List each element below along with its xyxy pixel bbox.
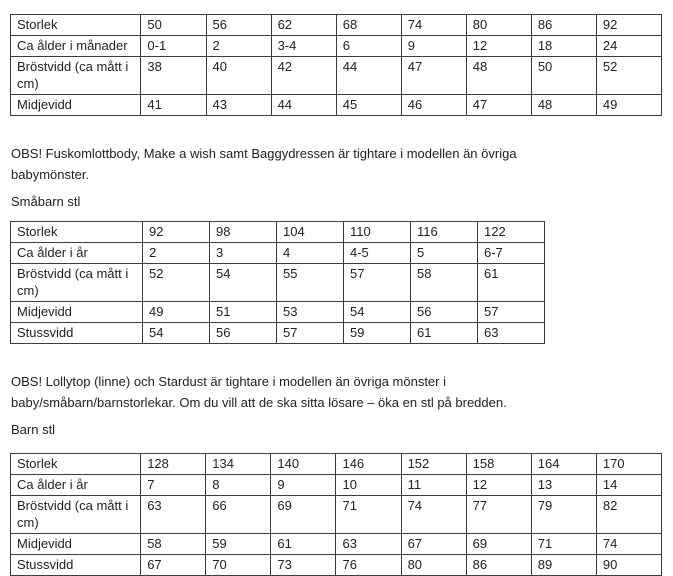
- value-cell: 63: [336, 534, 401, 555]
- row-label-cell: Midjevidd: [11, 302, 143, 323]
- value-cell: 46: [401, 95, 466, 116]
- value-cell: 9: [401, 36, 466, 57]
- table-row: [11, 36, 662, 57]
- value-cell: 54: [210, 264, 277, 302]
- value-cell: 50: [141, 15, 206, 36]
- row-label-cell: Bröstvidd (ca mått i cm): [11, 264, 143, 302]
- value-cell: 48: [531, 95, 596, 116]
- value-cell: 140: [271, 454, 336, 475]
- paragraph-line: babymönster.: [11, 167, 90, 182]
- paragraph-line: baby/småbarn/barnstorlekar. Om du vill att de ska sitta lösare – öka en stl på bredden.: [11, 395, 507, 410]
- value-cell: 128: [141, 454, 206, 475]
- value-cell: 3-4: [271, 36, 336, 57]
- value-cell: 11: [401, 475, 466, 496]
- value-cell: 116: [411, 222, 478, 243]
- value-cell: 67: [401, 534, 466, 555]
- kids-note-paragraph: [11, 371, 662, 413]
- value-cell: 56: [411, 302, 478, 323]
- value-cell: 92: [596, 15, 661, 36]
- row-label-cell: Bröstvidd (ca mått i cm): [11, 496, 141, 534]
- value-cell: 80: [401, 555, 466, 576]
- value-cell: 2: [143, 243, 210, 264]
- value-cell: 53: [277, 302, 344, 323]
- value-cell: 50: [531, 57, 596, 95]
- value-cell: 47: [466, 95, 531, 116]
- value-cell: 8: [206, 475, 271, 496]
- value-cell: 6: [336, 36, 401, 57]
- table-row: [11, 496, 662, 534]
- value-cell: 48: [466, 57, 531, 95]
- value-cell: 52: [143, 264, 210, 302]
- baby-size-table: [10, 14, 662, 116]
- value-cell: 69: [271, 496, 336, 534]
- value-cell: 44: [336, 57, 401, 95]
- value-cell: 43: [206, 95, 271, 116]
- value-cell: 98: [210, 222, 277, 243]
- row-label-cell: Storlek: [11, 15, 141, 36]
- value-cell: 86: [466, 555, 531, 576]
- value-cell: 61: [411, 323, 478, 344]
- value-cell: 152: [401, 454, 466, 475]
- value-cell: 7: [141, 475, 206, 496]
- smabarn-size-table: [10, 221, 545, 344]
- value-cell: 89: [531, 555, 596, 576]
- value-cell: 18: [531, 36, 596, 57]
- value-cell: 54: [344, 302, 411, 323]
- value-cell: 164: [531, 454, 596, 475]
- value-cell: 56: [210, 323, 277, 344]
- value-cell: 134: [206, 454, 271, 475]
- barn-section-heading: Barn stl: [11, 422, 56, 437]
- table-row: [11, 475, 662, 496]
- table-row: [11, 95, 662, 116]
- value-cell: 38: [141, 57, 206, 95]
- value-cell: 10: [336, 475, 401, 496]
- value-cell: 55: [277, 264, 344, 302]
- value-cell: 42: [271, 57, 336, 95]
- value-cell: 4-5: [344, 243, 411, 264]
- table-row: [11, 555, 662, 576]
- row-label-cell: Midjevidd: [11, 534, 141, 555]
- value-cell: 52: [596, 57, 661, 95]
- row-label-cell: Ca ålder i månader: [11, 36, 141, 57]
- value-cell: 73: [271, 555, 336, 576]
- value-cell: 57: [277, 323, 344, 344]
- value-cell: 61: [478, 264, 545, 302]
- row-label-cell: Stussvidd: [11, 323, 143, 344]
- value-cell: 90: [596, 555, 661, 576]
- table-row: [11, 15, 662, 36]
- value-cell: 70: [206, 555, 271, 576]
- value-cell: 9: [271, 475, 336, 496]
- value-cell: 49: [143, 302, 210, 323]
- value-cell: 40: [206, 57, 271, 95]
- value-cell: 54: [143, 323, 210, 344]
- value-cell: 66: [206, 496, 271, 534]
- value-cell: 71: [336, 496, 401, 534]
- value-cell: 76: [336, 555, 401, 576]
- row-label-cell: Ca ålder i år: [11, 475, 141, 496]
- value-cell: 59: [344, 323, 411, 344]
- paragraph-line: OBS! Fuskomlottbody, Make a wish samt Baggydressen är tightare i modellen än övriga: [11, 146, 517, 161]
- table-row: [11, 222, 545, 243]
- table-row: [11, 264, 545, 302]
- table-row: [11, 302, 545, 323]
- value-cell: 146: [336, 454, 401, 475]
- value-cell: 57: [478, 302, 545, 323]
- table-row: [11, 323, 545, 344]
- value-cell: 12: [466, 475, 531, 496]
- table-row: [11, 454, 662, 475]
- row-label-cell: Stussvidd: [11, 555, 141, 576]
- value-cell: 13: [531, 475, 596, 496]
- value-cell: 0-1: [141, 36, 206, 57]
- value-cell: 5: [411, 243, 478, 264]
- value-cell: 3: [210, 243, 277, 264]
- barn-size-table: [10, 453, 662, 576]
- value-cell: 63: [478, 323, 545, 344]
- row-label-cell: Storlek: [11, 454, 141, 475]
- value-cell: 44: [271, 95, 336, 116]
- value-cell: 49: [596, 95, 661, 116]
- value-cell: 104: [277, 222, 344, 243]
- value-cell: 68: [336, 15, 401, 36]
- value-cell: 74: [401, 15, 466, 36]
- table-row: [11, 534, 662, 555]
- value-cell: 58: [411, 264, 478, 302]
- table-row: [11, 243, 545, 264]
- value-cell: 170: [596, 454, 661, 475]
- value-cell: 158: [466, 454, 531, 475]
- value-cell: 14: [596, 475, 661, 496]
- value-cell: 57: [344, 264, 411, 302]
- value-cell: 80: [466, 15, 531, 36]
- row-label-cell: Ca ålder i år: [11, 243, 143, 264]
- value-cell: 12: [466, 36, 531, 57]
- value-cell: 71: [531, 534, 596, 555]
- value-cell: 122: [478, 222, 545, 243]
- value-cell: 92: [143, 222, 210, 243]
- value-cell: 2: [206, 36, 271, 57]
- value-cell: 45: [336, 95, 401, 116]
- value-cell: 79: [531, 496, 596, 534]
- value-cell: 56: [206, 15, 271, 36]
- value-cell: 67: [141, 555, 206, 576]
- value-cell: 61: [271, 534, 336, 555]
- value-cell: 47: [401, 57, 466, 95]
- value-cell: 24: [596, 36, 661, 57]
- row-label-cell: Midjevidd: [11, 95, 141, 116]
- value-cell: 59: [206, 534, 271, 555]
- smabarn-section-heading: Småbarn stl: [11, 194, 81, 209]
- table-row: [11, 57, 662, 95]
- value-cell: 110: [344, 222, 411, 243]
- value-cell: 74: [401, 496, 466, 534]
- value-cell: 58: [141, 534, 206, 555]
- value-cell: 74: [596, 534, 661, 555]
- value-cell: 86: [531, 15, 596, 36]
- value-cell: 82: [596, 496, 661, 534]
- value-cell: 77: [466, 496, 531, 534]
- baby-note-paragraph: [11, 143, 662, 185]
- paragraph-line: OBS! Lollytop (linne) och Stardust är tightare i modellen än övriga mönster i: [11, 374, 446, 389]
- value-cell: 4: [277, 243, 344, 264]
- row-label-cell: Storlek: [11, 222, 143, 243]
- value-cell: 69: [466, 534, 531, 555]
- value-cell: 63: [141, 496, 206, 534]
- value-cell: 62: [271, 15, 336, 36]
- row-label-cell: Bröstvidd (ca mått i cm): [11, 57, 141, 95]
- value-cell: 41: [141, 95, 206, 116]
- value-cell: 51: [210, 302, 277, 323]
- value-cell: 6-7: [478, 243, 545, 264]
